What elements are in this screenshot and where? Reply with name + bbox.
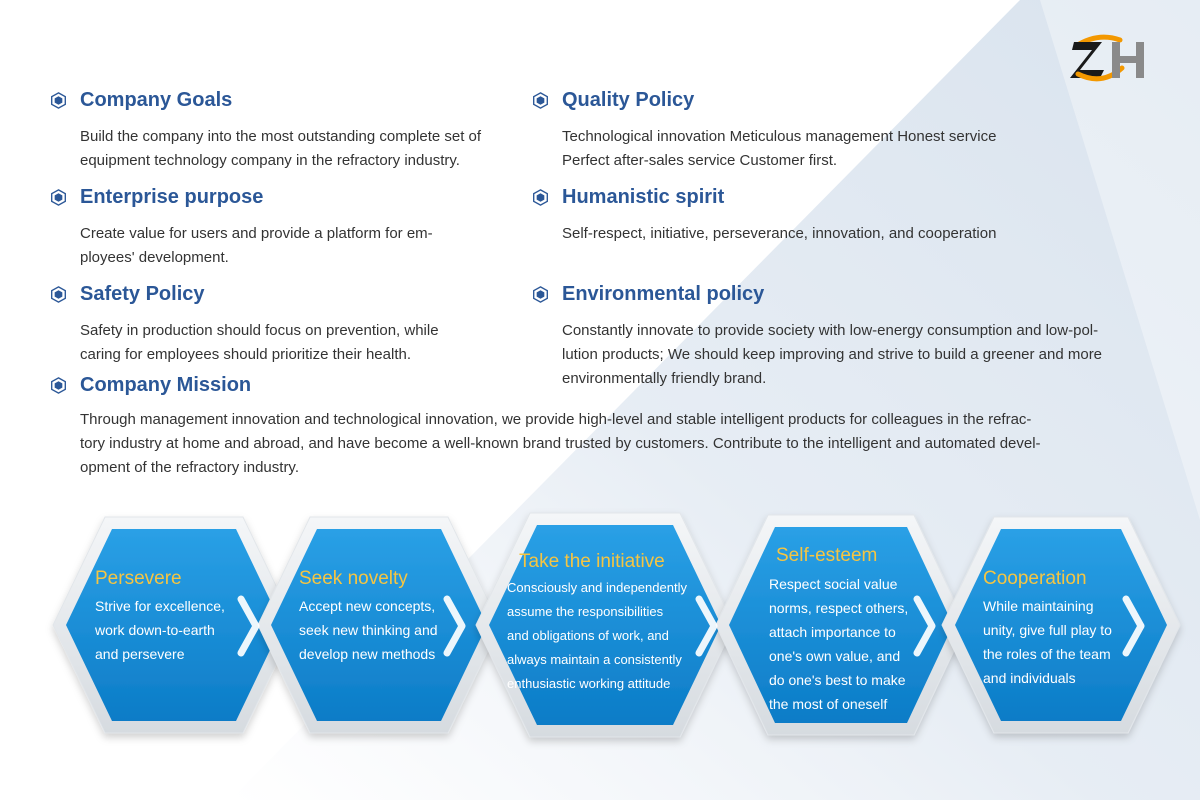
section-company-mission	[0, 372, 1041, 480]
body-line: lution products; We should keep improving and strive to build a greener and more	[562, 346, 1103, 363]
section-title: Humanistic spirit	[562, 185, 725, 208]
desc-line: Respect social value	[769, 576, 898, 592]
desc-line: work down-to-earth	[95, 622, 215, 638]
body-line: equipment technology company in the refractory industry.	[80, 152, 460, 169]
body-line: Safety in production should focus on prevention, while	[80, 322, 439, 339]
value-title: Seek novelty	[299, 568, 408, 589]
desc-line: the roles of the team	[983, 646, 1111, 662]
value-title: Self-esteem	[776, 545, 878, 566]
body-line: Build the company into the most outstanding complete set of	[80, 128, 482, 145]
section-title: Environmental policy	[562, 282, 765, 305]
hexagon-bullet-icon	[532, 286, 549, 303]
desc-line: and obligations of work, and	[507, 628, 669, 643]
value-cooperation	[983, 567, 1112, 690]
section-title: Quality Policy	[562, 88, 695, 111]
desc-line: seek new thinking and	[299, 622, 438, 638]
value-take-the-initiative	[507, 550, 687, 696]
section-body	[80, 319, 439, 367]
desc-line: always maintain a consistently	[507, 652, 682, 667]
value-title: Take the initiative	[519, 551, 665, 572]
body-line: ployees' development.	[80, 249, 229, 266]
section-body	[80, 408, 1041, 480]
value-desc	[95, 594, 225, 666]
hexagon-bullet-icon	[50, 92, 67, 109]
desc-line: Strive for excellence,	[95, 598, 225, 614]
desc-line: unity, give full play to	[983, 622, 1112, 638]
desc-line: enthusiastic working attitude	[507, 676, 671, 691]
section-humanistic-spirit	[482, 184, 996, 246]
hexagon-bullet-icon	[50, 377, 67, 394]
company-logo	[1068, 30, 1158, 82]
value-desc	[983, 594, 1112, 690]
desc-line: do one's best to make	[769, 672, 906, 688]
value-desc	[769, 572, 908, 716]
body-line: Self-respect, initiative, perseverance, innovation, and cooperation	[562, 225, 997, 242]
hexagon-bullet-icon	[532, 189, 549, 206]
section-body	[80, 222, 433, 270]
section-body	[562, 125, 996, 173]
value-desc	[507, 576, 687, 696]
value-self-esteem	[769, 544, 908, 716]
section-title: Safety Policy	[80, 282, 205, 305]
section-enterprise-purpose	[0, 184, 433, 270]
desc-line: one's own value, and	[769, 648, 901, 664]
desc-line: Consciously and independently	[507, 580, 687, 595]
body-line: caring for employees should prioritize their health.	[80, 346, 412, 363]
hexagon-bullet-icon	[50, 189, 67, 206]
section-title: Enterprise purpose	[80, 185, 264, 208]
value-seek-novelty	[299, 567, 438, 666]
body-line: environmentally friendly brand.	[562, 370, 767, 387]
desc-line: norms, respect others,	[769, 600, 909, 616]
value-desc	[299, 594, 438, 666]
section-company-goals	[0, 87, 481, 173]
hexagon-bullet-icon	[532, 92, 549, 109]
section-safety-policy	[0, 281, 439, 367]
body-line: Through management innovation and technological innovation, we provide high-level and stable intelligent products for colleagues in the refrac-	[80, 411, 1032, 428]
section-body	[562, 222, 996, 246]
desc-line: develop new methods	[299, 646, 436, 662]
desc-line: While maintaining	[983, 598, 1094, 614]
value-title: Persevere	[95, 568, 182, 589]
body-line: Constantly innovate to provide society with low-energy consumption and low-pol-	[562, 322, 1099, 339]
section-quality-policy	[482, 87, 996, 173]
value-title: Cooperation	[983, 568, 1087, 589]
body-line: opment of the refractory industry.	[80, 459, 299, 476]
hexagon-bullet-icon	[50, 286, 67, 303]
desc-line: and persevere	[95, 646, 185, 662]
section-body	[80, 125, 481, 173]
body-line: Perfect after-sales service Customer first.	[562, 152, 838, 169]
section-title: Company Goals	[80, 88, 233, 111]
desc-line: the most of oneself	[769, 696, 888, 712]
body-line: Create value for users and provide a platform for em-	[80, 225, 433, 242]
desc-line: attach importance to	[769, 624, 896, 640]
section-title: Company Mission	[80, 373, 252, 396]
desc-line: Accept new concepts,	[299, 598, 436, 614]
body-line: Technological innovation Meticulous management Honest service	[562, 128, 997, 145]
body-line: tory industry at home and abroad, and have become a well-known brand trusted by customers. Contribute to the intelligent and automated devel-	[80, 435, 1041, 452]
value-persevere	[95, 567, 225, 666]
desc-line: assume the responsibilities	[507, 604, 664, 619]
desc-line: and individuals	[983, 670, 1076, 686]
